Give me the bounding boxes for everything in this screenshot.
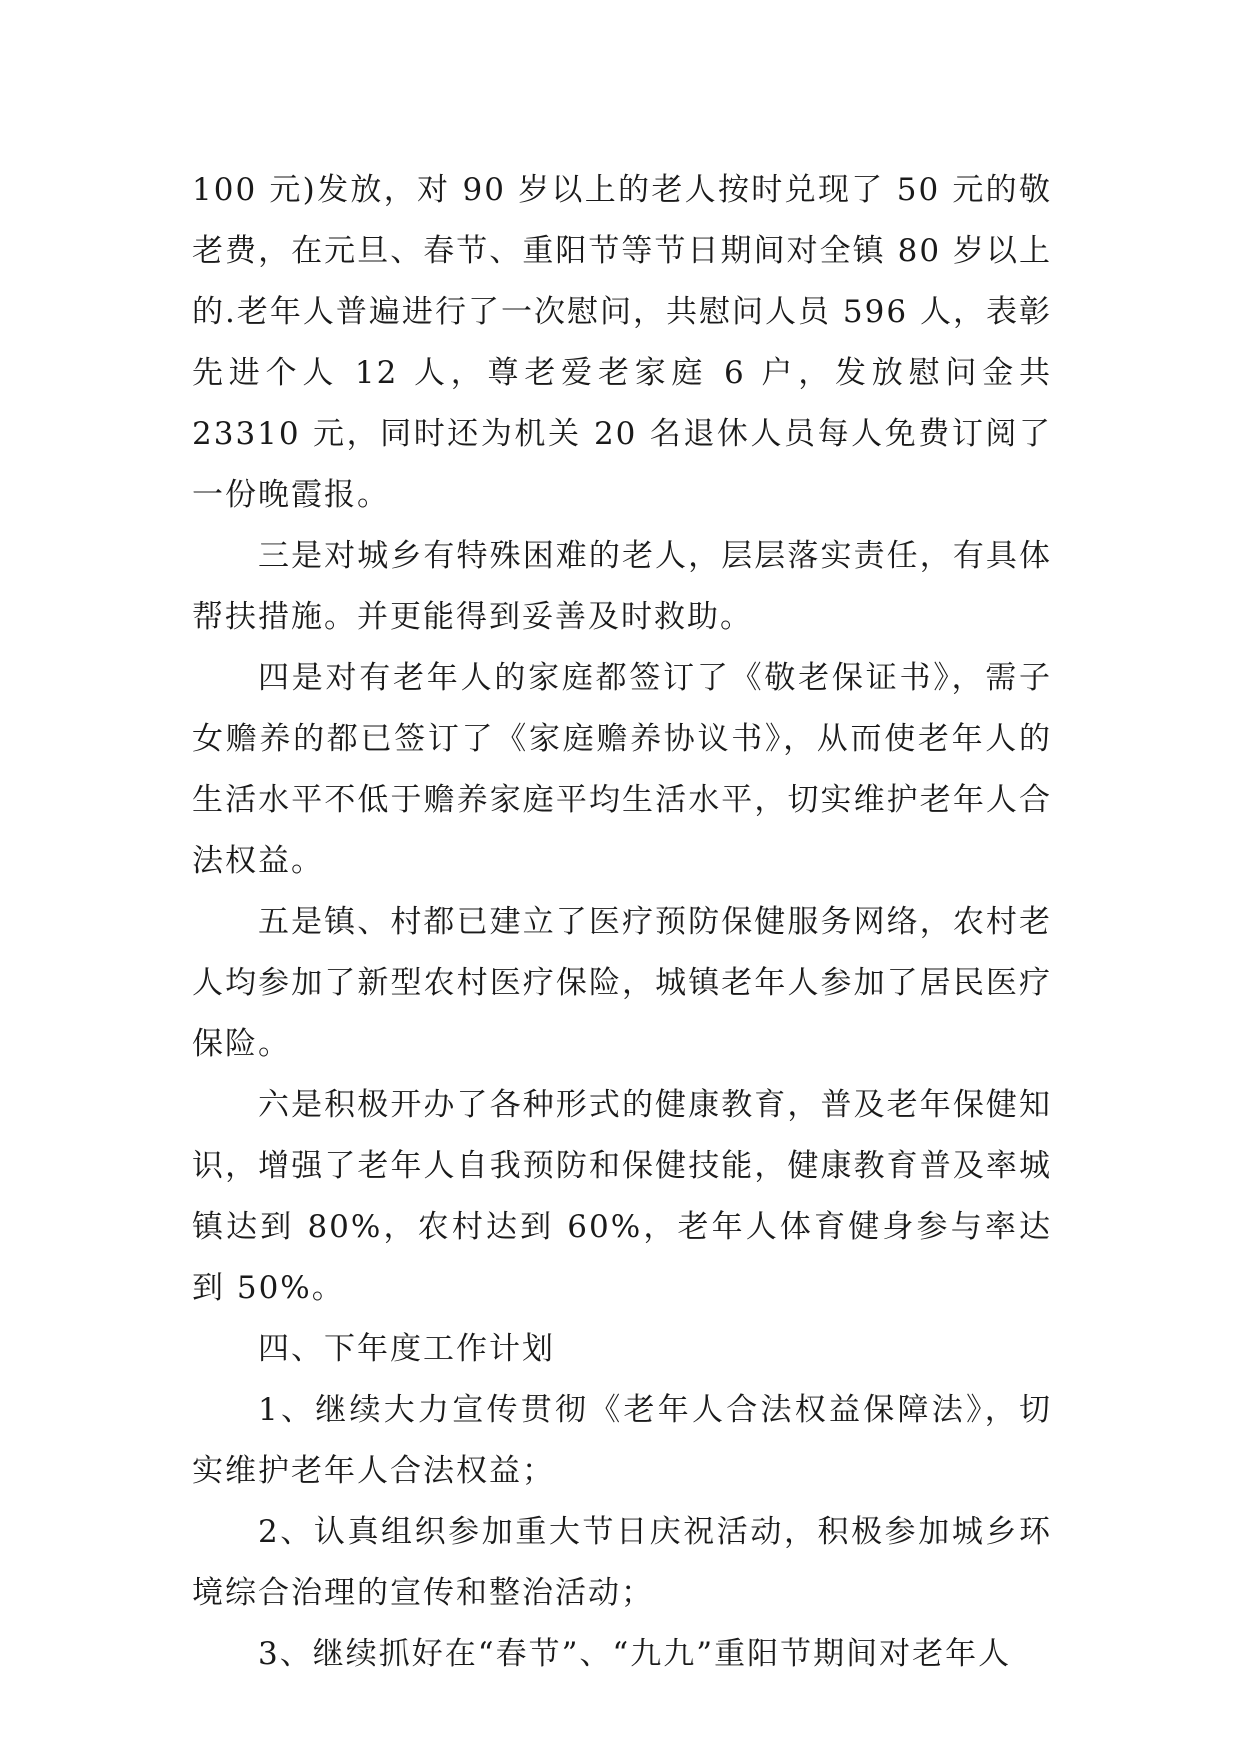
paragraph-5: 六是积极开办了各种形式的健康教育，普及老年保健知识，增强了老年人自我预防和保健技能，健康教育普及率城镇达到 80%，农村达到 60%，老年人体育健身参与率达到 50%。 <box>192 1087 1052 1306</box>
paragraph-1: 100 元)发放，对 90 岁以上的老人按时兑现了 50 元的敬老费，在元旦、春节、重阳节等节日期间对全镇 80 岁以上的.老年人普遍进行了一次慰问，共慰问人员 596 人，表彰先进个人 12 人，尊老爱老家庭 6 户，发放慰问金共 23310 元，同时还为机关 20 名退休人员每人免费订阅了一份晚霞报。 <box>192 172 1052 513</box>
plan-item-2: 2、认真组织参加重大节日庆祝活动，积极参加城乡环境综合治理的宣传和整治活动； <box>192 1514 1052 1611</box>
paragraph-2: 三是对城乡有特殊困难的老人，层层落实责任，有具体帮扶措施。并更能得到妥善及时救助。 <box>192 538 1052 635</box>
plan-item-3: 3、继续抓好在“春节”、“九九”重阳节期间对老年人 <box>258 1636 1012 1672</box>
plan-item-1: 1、继续大力宣传贯彻《老年人合法权益保障法》，切实维护老年人合法权益； <box>192 1392 1052 1489</box>
paragraph-4: 五是镇、村都已建立了医疗预防保健服务网络，农村老人均参加了新型农村医疗保险，城镇老年人参加了居民医疗保险。 <box>192 904 1052 1062</box>
section-heading: 四、下年度工作计划 <box>258 1331 555 1367</box>
paragraph-3: 四是对有老年人的家庭都签订了《敬老保证书》，需子女赡养的都已签订了《家庭赡养协议书》，从而使老年人的生活水平不低于赡养家庭平均生活水平，切实维护老年人合法权益。 <box>192 660 1052 879</box>
document-body <box>192 160 1052 1685</box>
